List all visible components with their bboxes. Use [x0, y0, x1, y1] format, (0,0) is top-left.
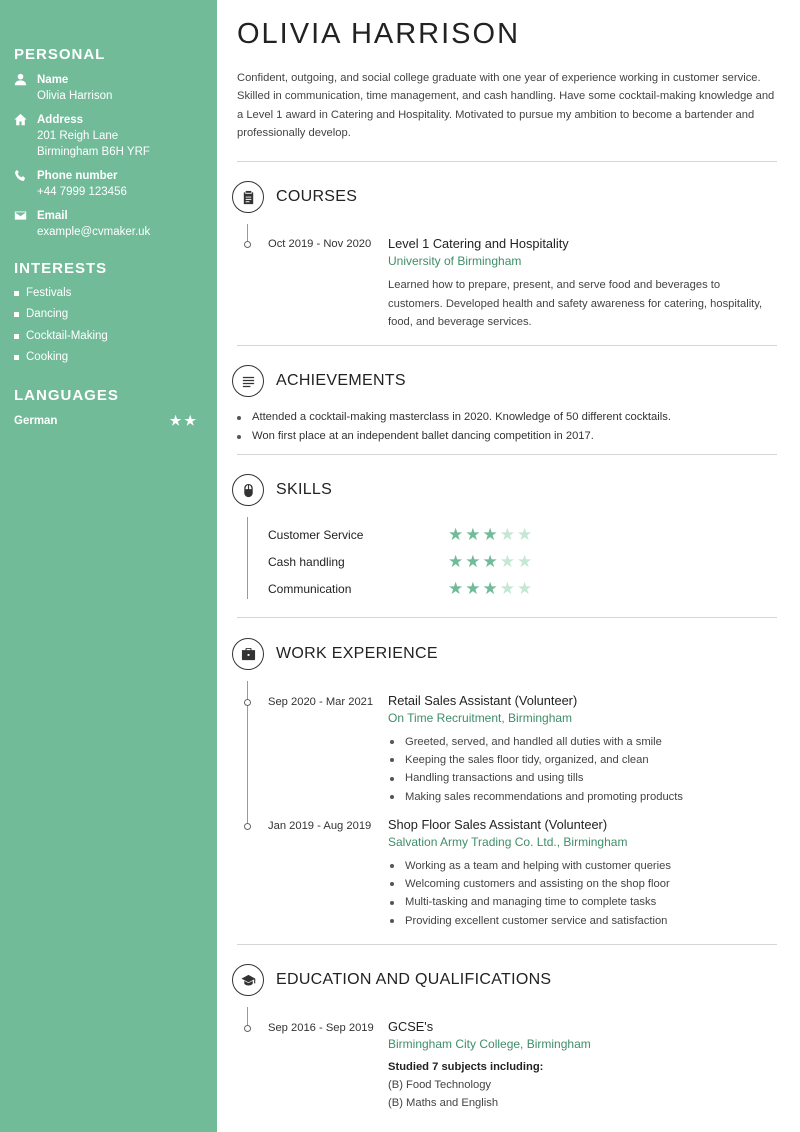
personal-name [14, 72, 203, 104]
skill-name: Communication [268, 582, 352, 596]
job-duties-list [388, 857, 671, 930]
personal-address [14, 112, 203, 160]
timeline-dot [244, 241, 251, 248]
star-filled-icon: ★ [448, 579, 466, 598]
bullet-icon [390, 901, 394, 905]
skill-name: Customer Service [268, 528, 364, 542]
list-item [388, 875, 671, 893]
list-item [14, 304, 203, 325]
list-item [388, 751, 683, 769]
mouse-icon [232, 474, 264, 506]
bullet-icon [390, 919, 394, 923]
bullet-icon [390, 882, 394, 886]
skill-rating-stars [448, 579, 534, 599]
list-item [388, 733, 683, 751]
interests-heading: INTERESTS [14, 260, 108, 277]
skill-rating-stars [448, 525, 534, 545]
skills-section-header [232, 474, 332, 506]
duty-text: Welcoming customers and assisting on the shop floor [405, 878, 670, 891]
graduation-cap-icon [232, 964, 264, 996]
list-item [388, 788, 683, 806]
divider [237, 161, 777, 162]
page-title: OLIVIA HARRISON [237, 18, 521, 50]
personal-heading: PERSONAL [14, 46, 106, 63]
envelope-icon [14, 208, 37, 222]
skills-title: SKILLS [276, 481, 333, 498]
divider [237, 454, 777, 455]
star-filled-icon: ★ [465, 579, 483, 598]
personal-name-label: Name [37, 74, 69, 86]
bullet-icon [390, 777, 394, 781]
timeline-dot [244, 823, 251, 830]
interest-label: Cocktail-Making [26, 329, 108, 342]
sidebar [0, 0, 217, 1132]
briefcase-icon [232, 638, 264, 670]
list-item [237, 427, 671, 446]
list-item [14, 326, 203, 347]
skill-rating-stars [448, 552, 534, 572]
list-item [388, 769, 683, 787]
star-empty-icon: ★ [499, 579, 517, 598]
job-duties-list [388, 733, 683, 806]
duty-text: Making sales recommendations and promoting products [405, 790, 683, 803]
education-subject: (B) Food Technology [388, 1079, 492, 1091]
work-title: WORK EXPERIENCE [276, 645, 438, 662]
divider [237, 345, 777, 346]
education-institution: Birmingham City College, Birmingham [388, 1037, 591, 1051]
star-filled-icon: ★ [465, 525, 483, 544]
skill-row [268, 552, 548, 572]
languages-heading: LANGUAGES [14, 387, 119, 405]
divider [237, 944, 777, 945]
bullet-icon [237, 416, 241, 420]
course-institution: University of Birmingham [388, 254, 522, 268]
achievements-section-header [232, 365, 406, 397]
job-employer: On Time Recruitment, Birmingham [388, 711, 573, 725]
courses-title: COURSES [276, 188, 358, 205]
education-title-text: GCSE's [388, 1019, 434, 1034]
divider [237, 617, 777, 618]
timeline-dot [244, 699, 251, 706]
bullet-icon [14, 312, 19, 317]
language-name: German [14, 415, 58, 428]
skill-row [268, 579, 548, 599]
list-item [388, 893, 671, 911]
personal-phone-value: +44 7999 123456 [37, 186, 127, 198]
list-item [14, 347, 203, 368]
star-empty-icon: ★ [499, 525, 517, 544]
skill-name: Cash handling [268, 555, 345, 569]
duty-text: Greeted, served, and handled all duties with a smile [405, 736, 662, 748]
language-row [14, 413, 203, 429]
star-empty-icon: ★ [517, 579, 535, 598]
list-item [237, 408, 671, 427]
duty-text: Working as a team and helping with customer queries [405, 860, 671, 872]
bullet-icon [14, 334, 19, 339]
interest-label: Dancing [26, 308, 69, 321]
courses-section-header [232, 181, 357, 213]
bullet-icon [14, 355, 19, 360]
star-filled-icon: ★ [448, 525, 466, 544]
star-empty-icon: ★ [517, 552, 535, 571]
personal-email [14, 208, 203, 240]
duty-text: Keeping the sales floor tidy, organized, and clean [405, 754, 649, 767]
job-title: Shop Floor Sales Assistant (Volunteer) [388, 817, 608, 832]
education-title: EDUCATION AND QUALIFICATIONS [276, 971, 552, 988]
achievement-text: Won first place at an independent ballet dancing competition in 2017. [252, 430, 594, 442]
duty-text: Providing excellent customer service and satisfaction [405, 914, 668, 927]
timeline-dot [244, 1025, 251, 1032]
star-filled-icon: ★ [448, 552, 466, 571]
personal-phone [14, 168, 203, 200]
clipboard-icon [232, 181, 264, 213]
timeline-line [247, 517, 248, 599]
personal-address-value: 201 Reigh Lane Birmingham B6H YRF [37, 130, 150, 158]
person-icon [14, 72, 37, 86]
education-subheading: Studied 7 subjects including: [388, 1061, 544, 1073]
personal-name-value: Olivia Harrison [37, 90, 113, 102]
bullet-icon [237, 435, 241, 439]
star-filled-icon: ★ [482, 552, 500, 571]
list-item [388, 857, 671, 875]
bullet-icon [390, 795, 394, 799]
education-subject: (B) Maths and English [388, 1097, 499, 1109]
personal-email-value[interactable]: example@cvmaker.uk [37, 226, 151, 238]
course-title: Level 1 Catering and Hospitality [388, 236, 569, 251]
job-date: Sep 2020 - Mar 2021 [268, 696, 374, 708]
star-filled-icon: ★ [482, 579, 500, 598]
duty-text: Multi-tasking and managing time to complete tasks [405, 896, 657, 909]
list-item [14, 283, 203, 304]
job-date: Jan 2019 - Aug 2019 [268, 820, 372, 832]
interests-list [14, 283, 203, 368]
education-date: Sep 2016 - Sep 2019 [268, 1022, 374, 1034]
duty-text: Handling transactions and using tills [405, 772, 584, 785]
star-filled-icon: ★ [482, 525, 500, 544]
achievements-list [237, 408, 671, 446]
bullet-icon [390, 740, 394, 744]
interest-label: Cooking [26, 350, 69, 363]
achievement-text: Attended a cocktail-making masterclass in 2020. Knowledge of 50 different cocktails. [252, 411, 671, 423]
course-date: Oct 2019 - Nov 2020 [268, 238, 372, 250]
personal-phone-label: Phone number [37, 170, 118, 182]
skill-row [268, 525, 548, 545]
personal-email-label: Email [37, 210, 68, 222]
phone-icon [14, 168, 37, 182]
profile-summary: Confident, outgoing, and social college graduate with one year of experience working in customer service. Skilled in communication, time management, and cash handling. Have some cocktail-making knowledge and a Level 1 award in Catering and Hospitality. Motivated to pursue my ambition to become a bartender and professionally develop. [237, 72, 775, 140]
work-section-header [232, 638, 438, 670]
achievements-title: ACHIEVEMENTS [276, 372, 406, 389]
list-item [388, 912, 671, 930]
home-icon [14, 112, 37, 126]
language-rating-stars: ★★ [169, 413, 199, 429]
job-employer: Salvation Army Trading Co. Ltd., Birmingham [388, 835, 628, 849]
education-section-header [232, 964, 551, 996]
star-filled-icon: ★ [465, 552, 483, 571]
bullet-icon [390, 864, 394, 868]
job-title: Retail Sales Assistant (Volunteer) [388, 693, 578, 708]
bullet-icon [390, 758, 394, 762]
course-description: Learned how to prepare, present, and serve food and beverages to customers. Developed health and safety awareness for catering, hospitality, food, and beverage services. [388, 279, 763, 328]
bullet-icon [14, 291, 19, 296]
star-empty-icon: ★ [517, 525, 535, 544]
personal-address-label: Address [37, 114, 84, 126]
lines-icon [232, 365, 264, 397]
interest-label: Festivals [26, 287, 72, 299]
star-empty-icon: ★ [499, 552, 517, 571]
